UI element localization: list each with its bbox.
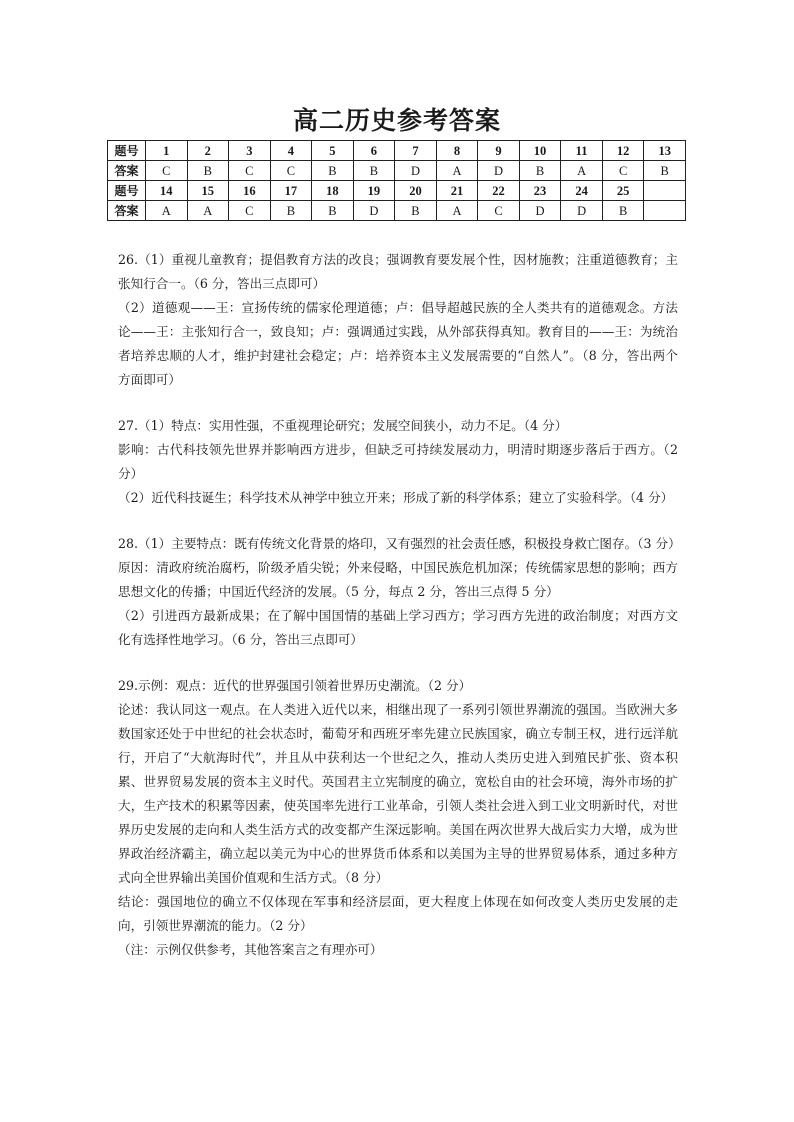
answer-label-cell: 答案 [108,161,146,181]
question-number-cell [644,181,686,201]
answer-cell: B [602,201,644,221]
question-number-cell: 9 [478,141,520,161]
question-number-row [108,181,686,201]
question-number-cell: 8 [436,141,478,161]
answer-cell: C [270,161,312,181]
question-number-cell: 18 [312,181,354,201]
answer-cell: A [187,201,229,221]
answer-cell: B [353,161,395,181]
answer-paragraph: 影响：古代科技领先世界并影响西方进步，但缺乏可持续发展动力，明清时期逐步落后于西方。（2 分） [118,442,678,481]
answer-paragraph: 26.（1）重视儿童教育；提倡教育方法的改良；强调教育要发展个性，因材施教；注重道德教育；主张知行合一。（6 分，答出三点即可） [118,252,678,291]
question-number-cell: 15 [187,181,229,201]
answer-cell: A [436,161,478,181]
answer-cell: A [561,161,603,181]
question-number-cell: 7 [395,141,437,161]
question-number-cell: 5 [312,141,354,161]
answer-paragraph: （注：示例仅供参考，其他答案言之有理亦可） [118,942,383,957]
answer-text [118,248,681,962]
answer-paragraph: 29.示例：观点：近代的世界强国引领着世界历史潮流。（2 分） [118,678,472,693]
answer-cell: C [229,161,271,181]
answer-row [108,161,686,181]
answer-paragraph: （2）道德观——王：宣扬传统的儒家伦理道德；卢：倡导超越民族的全人类共有的道德观念。方法论——王：主张知行合一，致良知；卢：强调通过实践，从外部获得真知。教育目的——王：为统治者培养忠顺的人才，维护封建社会稳定；卢：培养资本主义发展需要的“自然人”。（8 分，答出两个方面即可） [118,300,678,387]
answer-cell: B [644,161,686,181]
question-number-row [108,141,686,161]
answer-paragraph: （2）近代科技诞生；科学技术从神学中独立开来；形成了新的科学体系；建立了实验科学。（4 分） [118,490,674,505]
question-number-cell: 25 [602,181,644,201]
question-number-cell: 6 [353,141,395,161]
answer-cell: D [478,161,520,181]
answer-table [107,140,686,221]
page-title: 高二历史参考答案 [292,106,501,135]
question-number-cell: 3 [229,141,271,161]
answer-cell: D [353,201,395,221]
answer-cell: B [312,201,354,221]
answer-cell: A [436,201,478,221]
question-number-cell: 1 [146,141,188,161]
question-number-cell: 12 [602,141,644,161]
question-number-cell: 4 [270,141,312,161]
answer-cell: C [146,161,188,181]
question-label-cell: 题号 [108,141,146,161]
answer-paragraph: 27.（1）特点：实用性强，不重视理论研究；发展空间狭小，动力不足。（4 分） [118,418,568,433]
answer-paragraph: 28.（1）主要特点：既有传统文化背景的烙印，又有强烈的社会责任感，积极投身救亡图存。（3 分） [118,536,681,551]
question-number-cell: 10 [519,141,561,161]
answer-cell: B [519,161,561,181]
question-number-cell: 20 [395,181,437,201]
answer-paragraph: 原因：清政府统治腐朽，阶级矛盾尖锐；外来侵略，中国民族危机加深；传统儒家思想的影响；西方思想文化的传播；中国近代经济的发展。（5 分，每点 2 分，答出三点得 5 分） [118,560,678,599]
answer-cell: C [478,201,520,221]
question-number-cell: 19 [353,181,395,201]
question-number-cell: 13 [644,141,686,161]
answer-paragraph: 结论：强国地位的确立不仅体现在军事和经济层面，更大程度上体现在如何改变人类历史发展的走向，引领世界潮流的能力。（2 分） [118,894,678,933]
answer-cell [644,201,686,221]
question-number-cell: 24 [561,181,603,201]
answer-cell: B [187,161,229,181]
answer-cell: D [395,161,437,181]
answer-paragraph: 论述：我认同这一观点。在人类进入近代以来，相继出现了一系列引领世界潮流的强国。当欧洲大多数国家还处于中世纪的社会状态时，葡萄牙和西班牙率先建立民族国家，确立专制王权，进行远洋航行，开启了“大航海时代”，并且从中获利达一个世纪之久，推动人类历史进入到殖民扩张、资本积累、世界贸易发展的资本主义时代。英国君主立宪制度的确立，宽松自由的社会环境，海外市场的扩大，生产技术的积累等因素，使英国率先进行工业革命，引领人类社会进入到工业文明新时代，对世界历史发展的走向和人类生活方式的改变都产生深远影响。美国在两次世界大战后实力大增，成为世界政治经济霸主，确立起以美元为中心的世界货币体系和以美国为主导的世界贸易体系，通过多种方式向全世界输出美国价值观和生活方式。（8 分） [118,702,678,885]
question-number-cell: 16 [229,181,271,201]
question-label-cell: 题号 [108,181,146,201]
question-number-cell: 23 [519,181,561,201]
answer-cell: B [312,161,354,181]
question-number-cell: 14 [146,181,188,201]
question-number-cell: 22 [478,181,520,201]
answer-paragraph: （2）引进西方最新成果；在了解中国国情的基础上学习西方；学习西方先进的政治制度；对西方文化有选择性地学习。（6 分，答出三点即可） [118,608,678,647]
answer-label-cell: 答案 [108,201,146,221]
answer-cell: C [602,161,644,181]
answer-row [108,201,686,221]
answer-cell: D [561,201,603,221]
answer-cell: B [270,201,312,221]
answer-cell: D [519,201,561,221]
question-number-cell: 21 [436,181,478,201]
answer-cell: C [229,201,271,221]
question-number-cell: 17 [270,181,312,201]
answer-cell: A [146,201,188,221]
question-number-cell: 11 [561,141,603,161]
question-number-cell: 2 [187,141,229,161]
answer-cell: B [395,201,437,221]
